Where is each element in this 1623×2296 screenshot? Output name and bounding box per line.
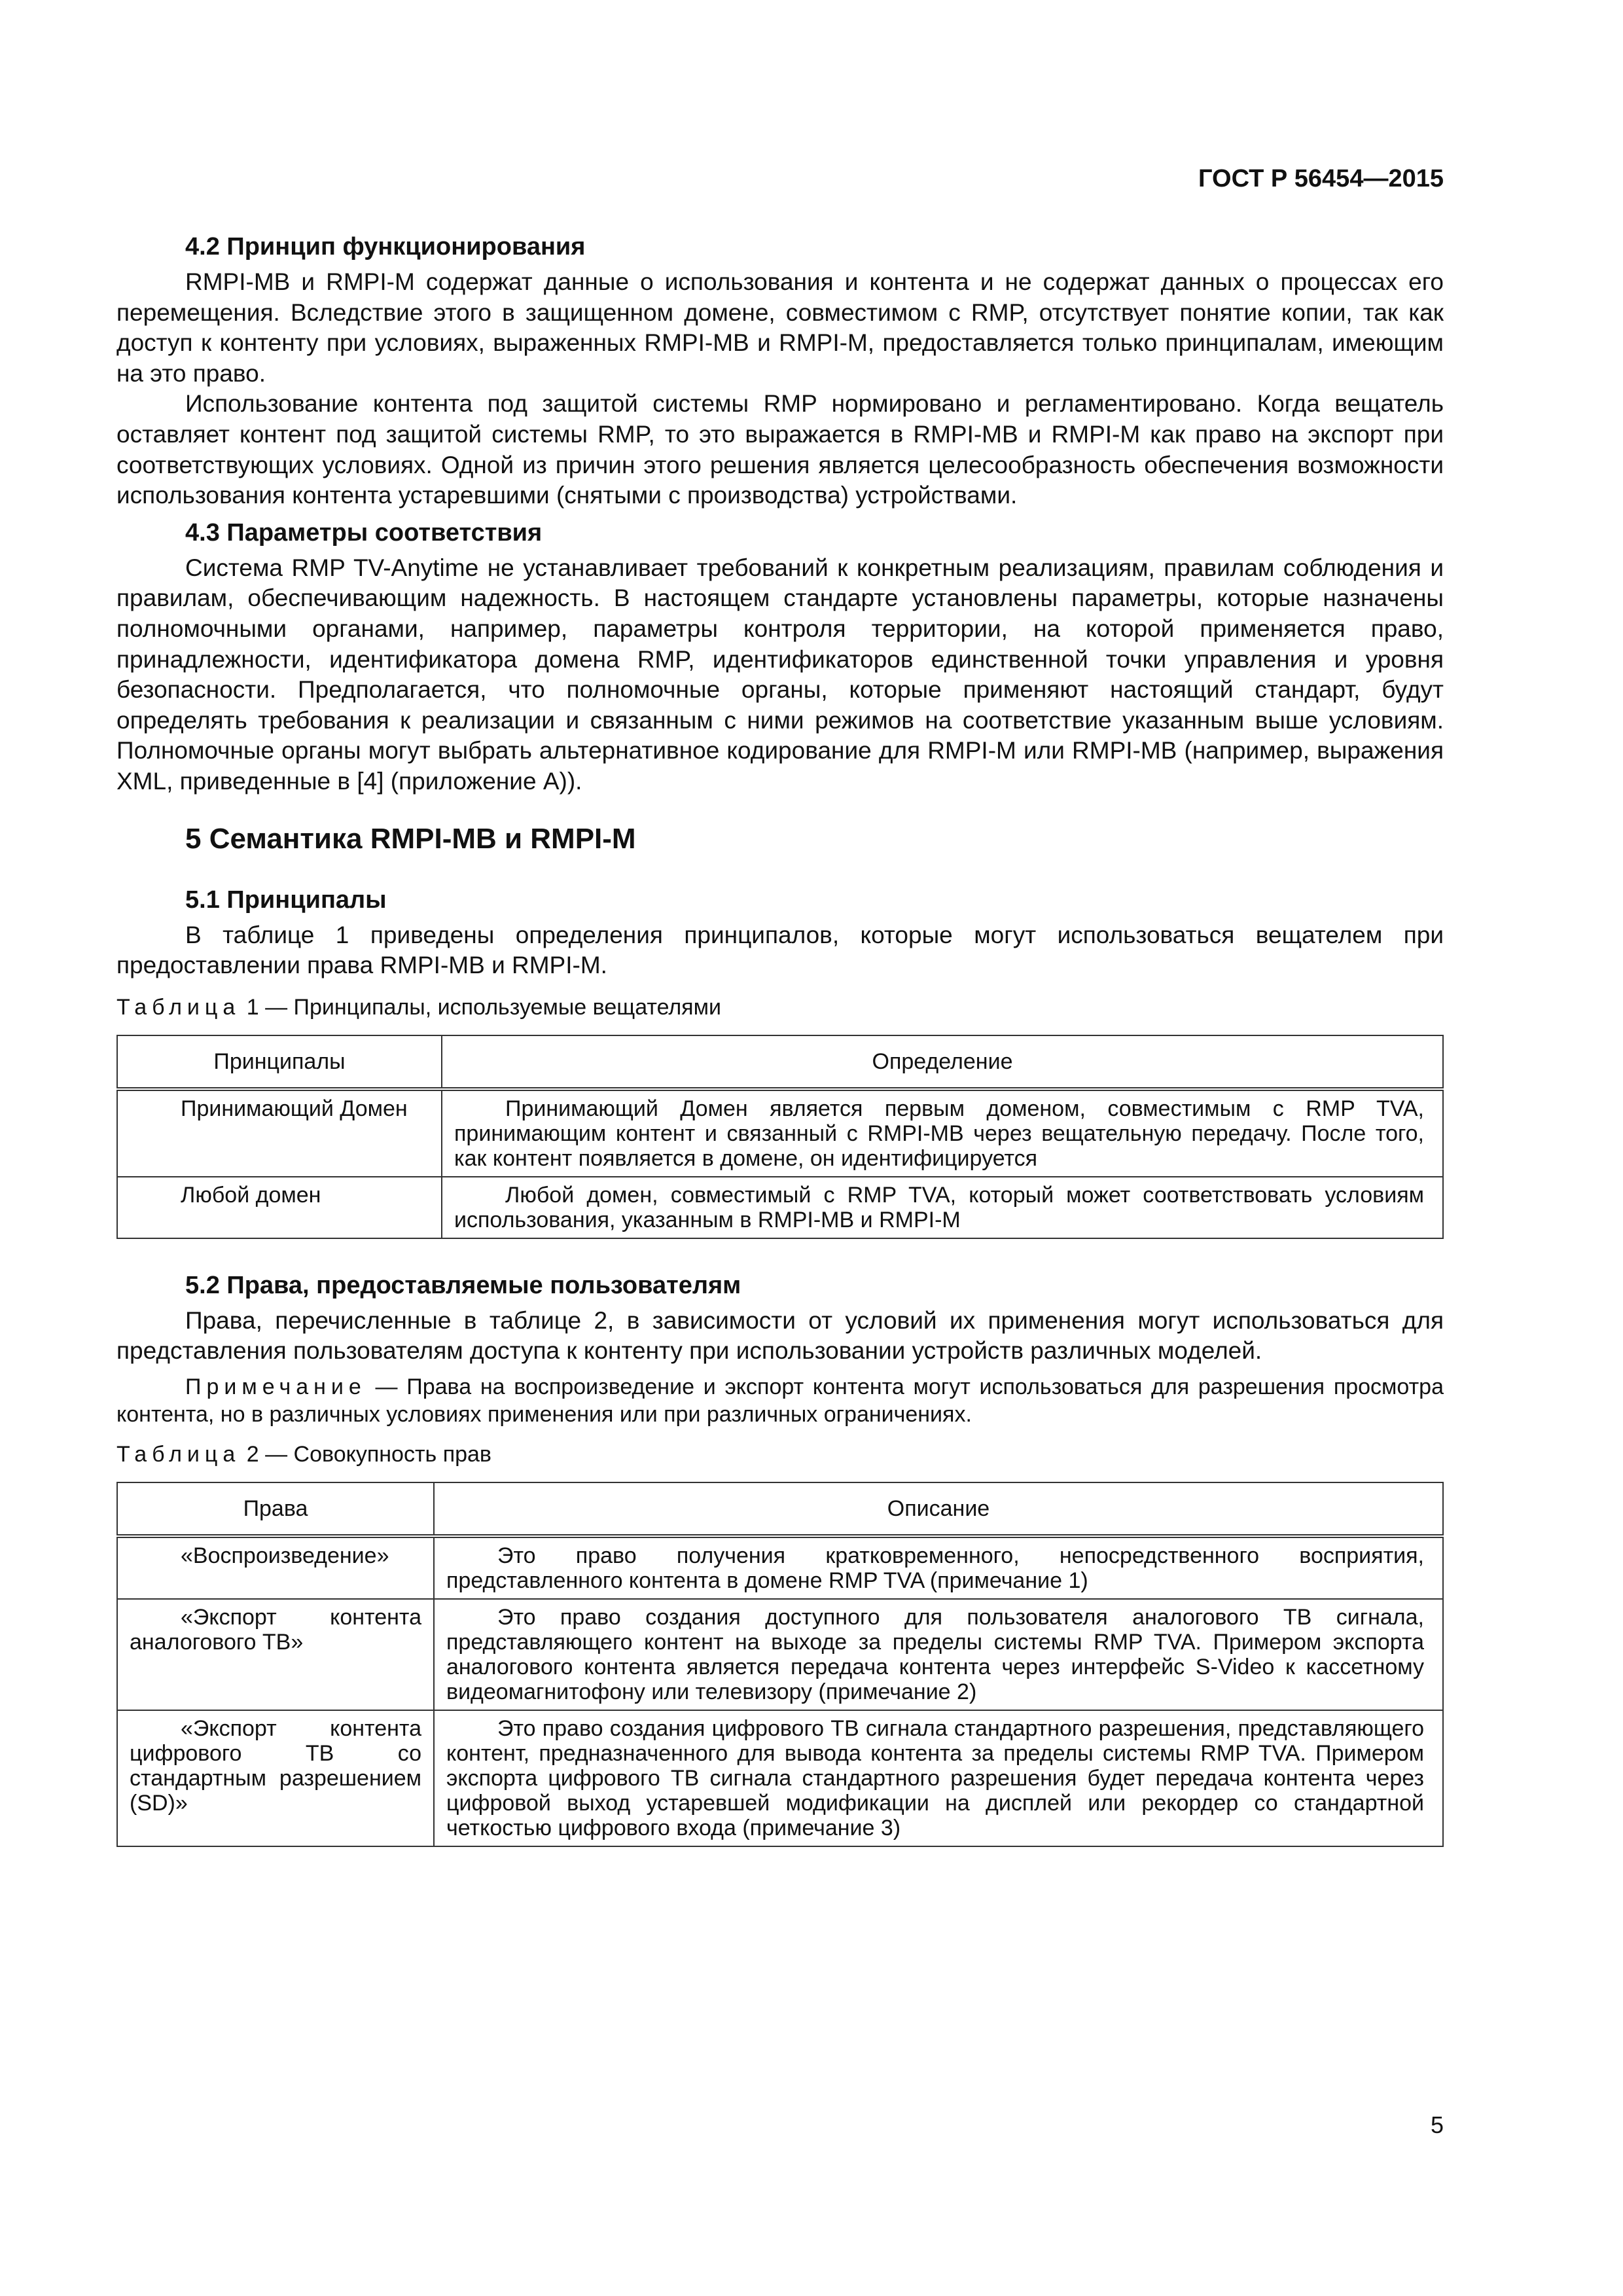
table-1-caption-text: 1 — Принципалы, используемые вещателями xyxy=(240,994,721,1020)
table-2-cell-description: Это право получения кратковременного, непосредственного восприятия, представленного контента в домене RMP TVA (примечание 1) xyxy=(434,1536,1443,1599)
table-2-cell-description: Это право создания цифрового ТВ сигнала стандартного разрешения, представляющего контент, предназначенного для вывода контента за пределы системы RMP TVA. Примером экспорта цифрового ТВ сигнала стандартного разрешения будет передача контента через цифровой выход устаревшей модификации на дисплей или рекордер со стандартной четкостью цифрового входа (примечание 3) xyxy=(434,1710,1443,1846)
table-row xyxy=(117,1177,1443,1238)
table-2-cell-name: «Воспроизведение» xyxy=(117,1536,434,1599)
table-1-cell-definition: Принимающий Домен является первым доменом, совместимым с RMP TVA, принимающим контент и связанный с RMPI-MB через вещательную передачу. После того, как контент появляется в домене, он идентифицируется xyxy=(442,1089,1443,1177)
note-text: — Права на воспроизведение и экспорт контента могут использоваться для разрешения просмотра контента, но в различных условиях применения или при различных ограничениях. xyxy=(116,1374,1444,1427)
table-1-caption xyxy=(116,993,1444,1022)
table-2-caption xyxy=(116,1440,1444,1469)
section-5-1-paragraph-1: В таблице 1 приведены определения принципалов, которые могут использоваться вещателем при предоставлении права RMPI-MB и RMPI-M. xyxy=(116,921,1444,979)
table-row xyxy=(117,1599,1443,1710)
note xyxy=(116,1373,1444,1428)
table-1-caption-label: Таблица xyxy=(116,994,241,1020)
table-row xyxy=(117,1536,1443,1599)
section-4-3-heading: 4.3 Параметры соответствия xyxy=(185,518,543,547)
section-5-2-heading: 5.2 Права, предоставляемые пользователям xyxy=(185,1271,741,1299)
table-row xyxy=(117,1710,1443,1846)
table-1-cell-name: Любой домен xyxy=(117,1177,442,1238)
section-4-2-paragraph-2: Использование контента под защитой системы RMP нормировано и регламентировано. Когда вещатель оставляет контент под защитой системы RMP, то это выражается в RMPI-MB и RMPI-M как право на экспорт при соответствующих условиях. Одной из причин этого решения является целесообразность обеспечения возможности использования контента устаревшими (снятыми с производства) устройствами. xyxy=(116,390,1444,509)
table-1-cell-definition: Любой домен, совместимый с RMP TVA, который может соответствовать условиям использования, указанным в RMPI-MB и RMPI-M xyxy=(442,1177,1443,1238)
note-label: Примечание xyxy=(185,1374,366,1399)
page-content xyxy=(116,230,1444,1847)
table-1-header-principals: Принципалы xyxy=(117,1035,442,1089)
table-2-cell-description: Это право создания доступного для пользователя аналогового ТВ сигнала, представляющего контент на выходе за пределы системы RMP TVA. Примером экспорта аналогового контента является передача контента через интерфейс S-Video к кассетному видеомагнитофону или телевизору (примечание 2) xyxy=(434,1599,1443,1710)
section-5-heading: 5 Семантика RMPI-MB и RMPI-M xyxy=(185,822,636,855)
table-2-cell-name: «Экспорт контента аналогового ТВ» xyxy=(117,1599,434,1710)
section-4-3-paragraph-1: Система RMP TV-Anytime не устанавливает требований к конкретным реализациям, правилам соблюдения и правилам, обеспечивающим надежность. В настоящем стандарте установлены параметры, которые назначены полномочными органами, например, параметры контроля территории, на которой применяется право, принадлежности, идентификатора домена RMP, идентификаторов единственной точки управления и уровня безопасности. Предполагается, что полномочные органы, которые применяют настоящий стандарт, будут определять требования к реализации и связанным с ними режимов на соответствие указанным выше условиям. Полномочные органы могут выбрать альтернативное кодирование для RMPI-M или RMPI-MB (например, выражения XML, приведенные в [4] (приложение А)). xyxy=(116,554,1444,795)
section-5-1-heading: 5.1 Принципалы xyxy=(185,886,387,914)
table-2 xyxy=(116,1482,1444,1847)
section-4-2-heading: 4.2 Принцип функционирования xyxy=(185,233,586,260)
table-2-caption-text: 2 — Совокупность прав xyxy=(240,1441,491,1467)
document-id: ГОСТ Р 56454—2015 xyxy=(1198,165,1444,192)
table-2-cell-name: «Экспорт контента цифрового ТВ со стандартным разрешением (SD)» xyxy=(117,1710,434,1846)
table-row xyxy=(117,1089,1443,1177)
table-2-header-rights: Права xyxy=(117,1482,434,1536)
page-number: 5 xyxy=(1430,2111,1444,2138)
table-1-cell-name: Принимающий Домен xyxy=(117,1089,442,1177)
table-2-header-description: Описание xyxy=(434,1482,1443,1536)
table-2-caption-label: Таблица xyxy=(116,1441,241,1467)
table-1 xyxy=(116,1035,1444,1239)
section-4-2-paragraph-1: RMPI-MB и RMPI-M содержат данные о использования и контента и не содержат данных о процессах его перемещения. Вследствие этого в защищенном домене, совместимом с RMP, отсутствует понятие копии, так как доступ к контенту при условиях, выраженных RMPI-MB и RMPI-M, предоставляется только принципалам, имеющим на это право. xyxy=(116,268,1444,387)
table-1-header-definition: Определение xyxy=(442,1035,1443,1089)
section-5-2-paragraph-1: Права, перечисленные в таблице 2, в зависимости от условий их применения могут использоваться для представления пользователям доступа к контенту при использовании устройств различных моделей. xyxy=(116,1306,1444,1365)
